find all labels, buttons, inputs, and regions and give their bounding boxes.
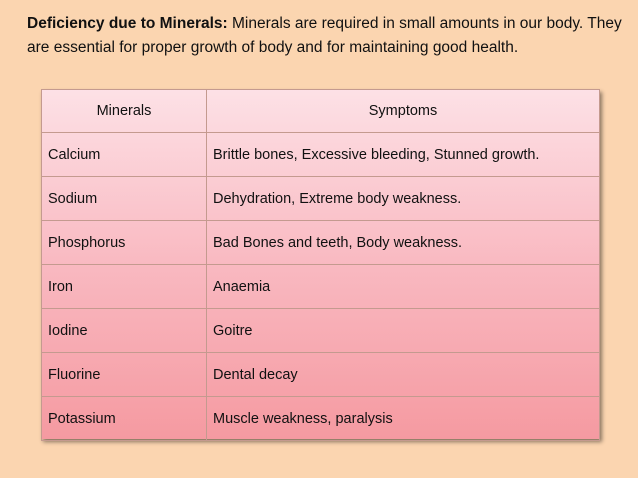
symptom-cell: Anaemia [207, 265, 600, 309]
header-minerals: Minerals [42, 90, 207, 133]
table-row [42, 353, 600, 397]
minerals-table-container [41, 89, 600, 439]
table-row [42, 221, 600, 265]
table-row [42, 133, 600, 177]
header-symptoms: Symptoms [207, 90, 600, 133]
table-row [42, 265, 600, 309]
symptom-cell: Dental decay [207, 353, 600, 397]
mineral-cell: Iodine [42, 309, 207, 353]
symptom-cell: Goitre [207, 309, 600, 353]
mineral-cell: Potassium [42, 397, 207, 441]
mineral-cell: Phosphorus [42, 221, 207, 265]
intro-paragraph [27, 12, 627, 60]
mineral-cell: Sodium [42, 177, 207, 221]
symptom-cell: Brittle bones, Excessive bleeding, Stunned growth. [207, 133, 600, 177]
mineral-cell: Calcium [42, 133, 207, 177]
table-header-row [42, 90, 600, 133]
intro-text: Minerals are required in small amounts in our body. They are essential for proper growth of body and for maintaining good health. [27, 15, 622, 56]
symptom-cell: Bad Bones and teeth, Body weakness. [207, 221, 600, 265]
minerals-table [41, 89, 600, 441]
table-row [42, 177, 600, 221]
intro-heading: Deficiency due to Minerals: [27, 15, 228, 32]
mineral-cell: Fluorine [42, 353, 207, 397]
mineral-cell: Iron [42, 265, 207, 309]
symptom-cell: Dehydration, Extreme body weakness. [207, 177, 600, 221]
table-row [42, 397, 600, 441]
symptom-cell: Muscle weakness, paralysis [207, 397, 600, 441]
table-row [42, 309, 600, 353]
